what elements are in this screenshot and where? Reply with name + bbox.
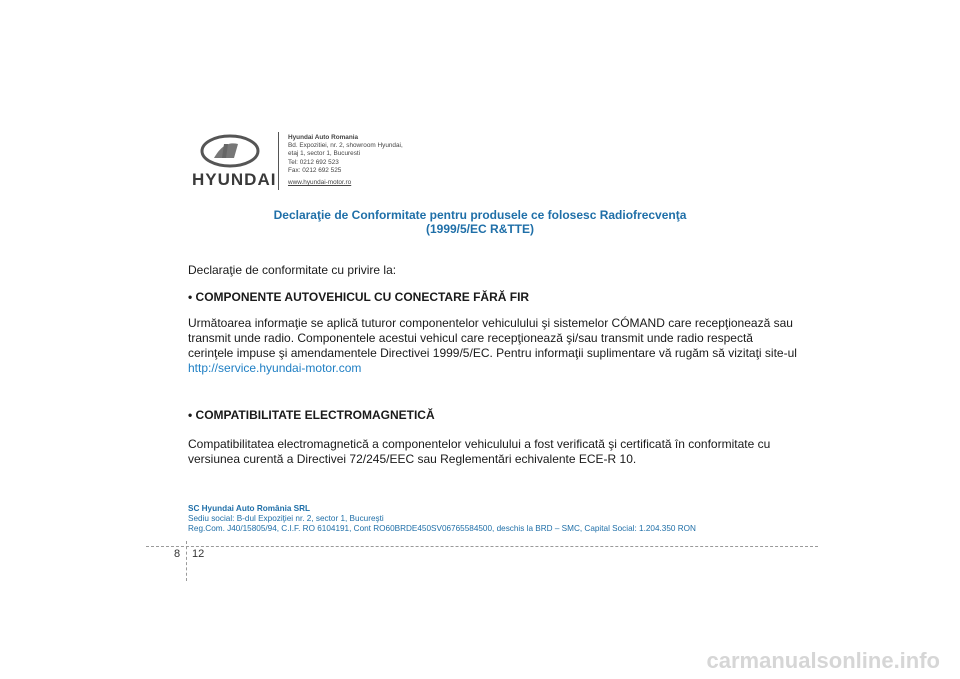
dealer-logo-block: [192, 130, 422, 194]
chapter-number: 8: [174, 548, 181, 560]
logo-divider: [278, 132, 279, 190]
hyundai-wordmark: HYUNDAI: [192, 170, 277, 189]
section-body-wireless: [188, 316, 797, 376]
paragraph-line: transmit unde radio. Componentele acestui vehicul care recepţionează şi/sau transmit unde radio respectă: [188, 331, 753, 345]
hyundai-emblem-icon: [200, 134, 260, 168]
paragraph-line: Compatibilitatea electromagnetică a componentelor vehiculului a fost verificată şi certificată în conformitate cu: [188, 437, 771, 451]
footer-address: Sediu social: B-dul Expoziţiei nr. 2, sector 1, Bucureşti: [188, 514, 384, 523]
company-footer: [188, 504, 696, 534]
dealer-line: Fax: 0212 692 525: [288, 166, 342, 174]
dealer-line: Bd. Expozitiei, nr. 2, showroom Hyundai,: [288, 142, 403, 150]
page-vertical-divider: [186, 541, 187, 581]
page-number: 12: [192, 548, 205, 560]
dealer-line: Tel: 0212 692 523: [288, 158, 339, 166]
watermark: carmanualsonline.info: [706, 648, 940, 673]
paragraph-line: cerinţele impuse şi amendamentele Directivei 1999/5/EC. Pentru informaţii suplimentare vă rugăm să vizitaţi site-ul: [188, 346, 797, 360]
document-subtitle: (1999/5/EC R&TTE): [425, 222, 535, 236]
section-heading-emc: • COMPATIBILITATE ELECTROMAGNETICĂ: [188, 408, 435, 422]
footer-registry: Reg.Com. J40/15805/94, C.I.F. RO 6104191, Cont RO60BRDE450SV06765584500, deschis la BRD – SMC, Capital Social: 1.204.350 RON: [188, 524, 696, 533]
section-heading-wireless: • COMPONENTE AUTOVEHICUL CU CONECTARE FĂRĂ FIR: [188, 290, 530, 304]
dealer-contact: [288, 134, 403, 187]
page-divider: [146, 546, 818, 547]
document-title: Declaraţie de Conformitate pentru produsele ce folosesc Radiofrecvenţa: [273, 208, 687, 222]
dealer-website-link[interactable]: www.hyundai-motor.ro: [288, 179, 352, 187]
section-body-emc: [188, 437, 770, 467]
intro-text: Declaraţie de conformitate cu privire la:: [188, 263, 397, 277]
footer-company-name: SC Hyundai Auto România SRL: [188, 504, 311, 513]
service-site-link[interactable]: http://service.hyundai-motor.com: [188, 361, 362, 375]
paragraph-line: versiunea curentă a Directivei 72/245/EEC sau Reglementări echivalente ECE-R 10.: [188, 452, 637, 466]
dealer-name: Hyundai Auto Romania: [288, 134, 359, 141]
dealer-line: etaj 1, sector 1, Bucuresti: [288, 150, 361, 158]
paragraph-line: Următoarea informaţie se aplică tuturor componentelor vehiculului şi sistemelor CÓMAND care recepţionează sau: [188, 316, 793, 330]
